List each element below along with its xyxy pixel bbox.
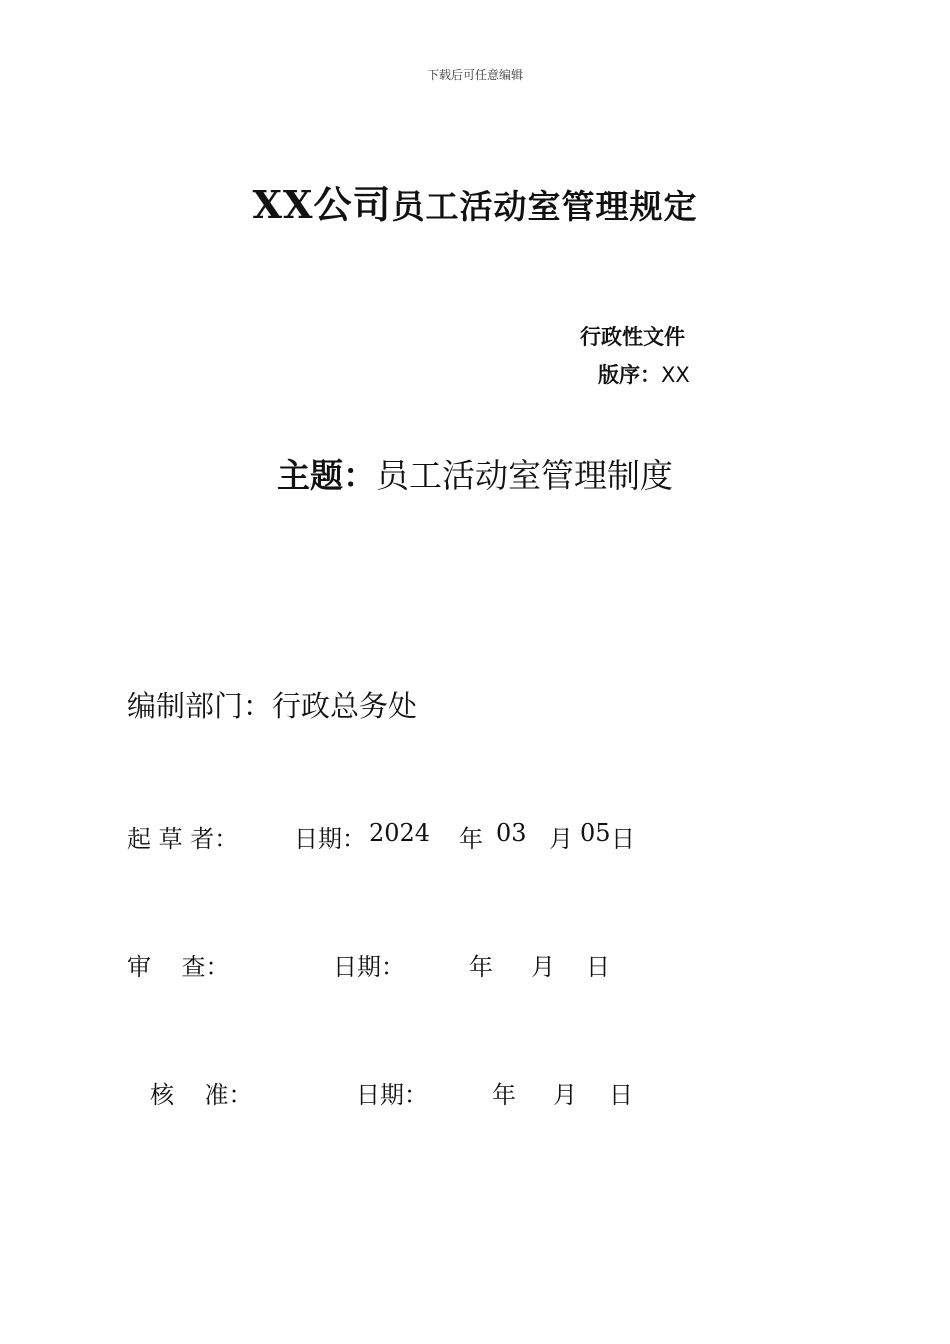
version-value: XX <box>661 363 690 387</box>
department-line <box>127 684 417 725</box>
signature-row-drafter <box>0 819 950 851</box>
year-value: 2024 <box>369 819 431 847</box>
year-unit: 年 <box>459 825 483 853</box>
date-label: 日期： <box>294 825 366 853</box>
role-label: 审 查： <box>127 953 230 981</box>
day-unit: 日 <box>611 825 635 853</box>
year-unit: 年 <box>492 1081 516 1109</box>
subject-value: 员工活动室管理制度 <box>376 456 673 495</box>
role-label: 起 草 者： <box>127 825 239 853</box>
day-value: 05 <box>580 819 611 847</box>
subject-line <box>0 450 950 497</box>
subject-label: 主题： <box>277 456 376 495</box>
month-value: 03 <box>496 819 527 847</box>
signature-row-reviewer <box>0 947 950 979</box>
version-line <box>598 359 690 389</box>
date-label: 日期： <box>333 953 405 981</box>
role-label: 核 准： <box>150 1081 253 1109</box>
date-label: 日期： <box>356 1081 428 1109</box>
title-company: XX公司 <box>252 182 392 227</box>
header-note: 下载后可任意编辑 <box>426 68 523 82</box>
year-unit: 年 <box>469 953 493 981</box>
day-unit: 日 <box>609 1081 633 1109</box>
signature-row-approver <box>0 1075 950 1107</box>
title-subject: 员工活动室管理规定 <box>391 187 698 226</box>
document-type: 行政性文件 <box>580 325 685 349</box>
department-label: 编制部门： <box>127 689 273 723</box>
month-unit: 月 <box>531 953 555 981</box>
month-unit: 月 <box>553 1081 577 1109</box>
document-title <box>0 174 950 229</box>
department-value: 行政总务处 <box>272 689 418 723</box>
month-unit: 月 <box>549 825 573 853</box>
version-label: 版序： <box>598 363 661 387</box>
day-unit: 日 <box>586 953 610 981</box>
